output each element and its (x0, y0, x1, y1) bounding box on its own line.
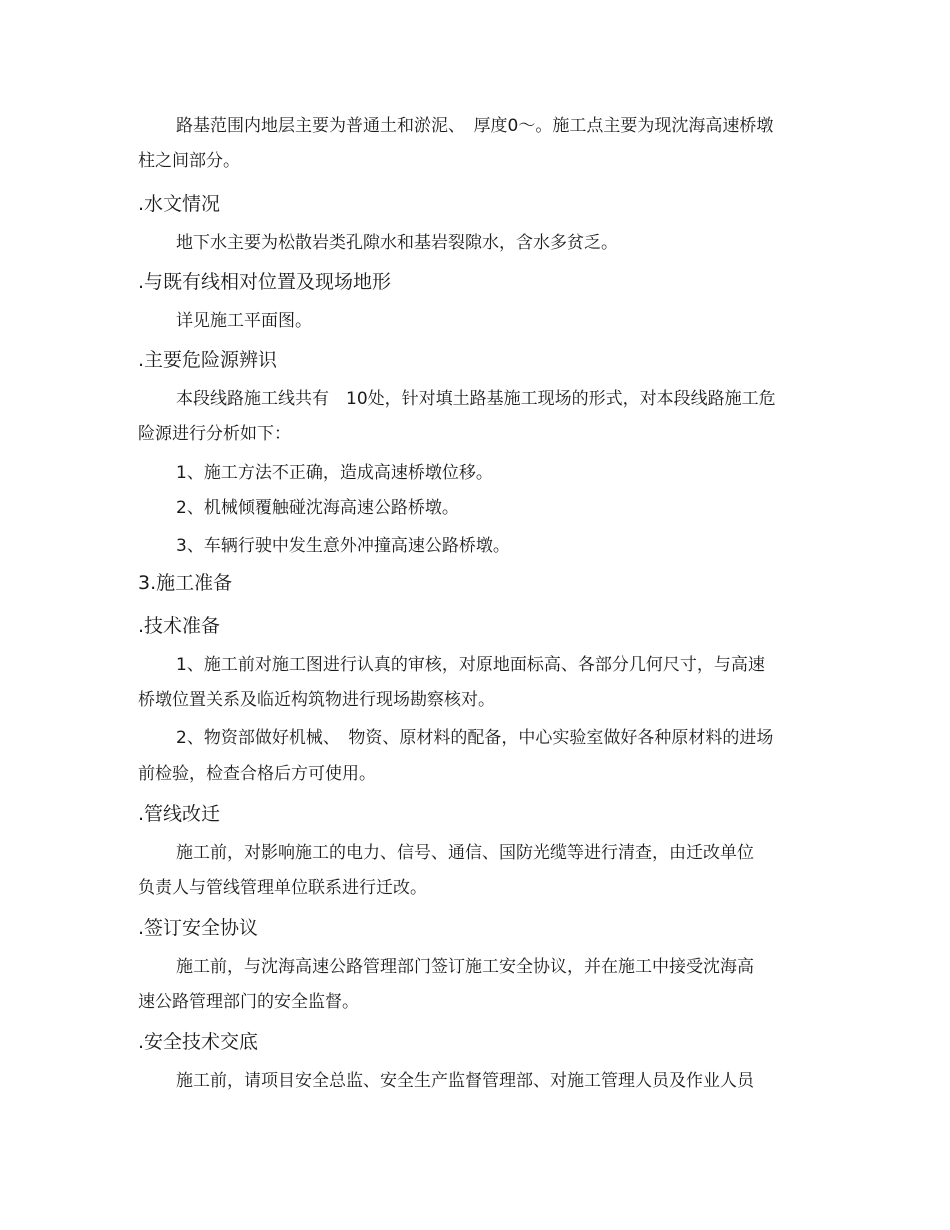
paragraph-hydrology: 地下水主要为松散岩类孔隙水和基岩裂隙水，含水多贫乏。 (176, 233, 618, 253)
hazard-item-2: 2、机械倾覆触碰沈海高速公路桥墩。 (176, 498, 459, 518)
paragraph-agreement-line1: 施工前，与沈海高速公路管理部门签订施工安全协议，并在施工中接受沈海高 (176, 957, 754, 977)
paragraph-position-terrain: 详见施工平面图。 (176, 311, 312, 331)
paragraph-pipeline-line1: 施工前，对影响施工的电力、信号、通信、国防光缆等进行清查，由迁改单位 (176, 843, 754, 863)
tech-item-2-line1: 2、物资部做好机械、 物资、原材料的配备，中心实验室做好各种原材料的进场 (176, 728, 774, 748)
heading-hazard-identification: .主要危险源辨识 (138, 349, 278, 371)
tech-item-2-line2: 前检验，检查合格后方可使用。 (138, 764, 376, 784)
paragraph-pipeline-line2: 负责人与管线管理单位联系进行迁改。 (138, 878, 427, 898)
heading-construction-preparation: 3.施工准备 (138, 572, 233, 594)
paragraph-geology-line1: 路基范围内地层主要为普通土和淤泥、 厚度0～。施工点主要为现沈海高速桥墩 (176, 116, 774, 136)
hazard-item-1: 1、施工方法不正确，造成高速桥墩位移。 (176, 463, 493, 483)
heading-pipeline-relocation: .管线改迁 (138, 803, 221, 825)
paragraph-agreement-line2: 速公路管理部门的安全监督。 (138, 992, 359, 1012)
heading-hydrology: .水文情况 (138, 193, 221, 215)
paragraph-briefing-line1: 施工前，请项目安全总监、安全生产监督管理部、对施工管理人员及作业人员 (176, 1071, 754, 1091)
heading-position-terrain: .与既有线相对位置及现场地形 (138, 271, 392, 293)
paragraph-hazard-line2: 险源进行分析如下： (138, 424, 291, 444)
tech-item-1-line1: 1、施工前对施工图进行认真的审核，对原地面标高、各部分几何尺寸，与高速 (176, 655, 765, 675)
tech-item-1-line2: 桥墩位置关系及临近构筑物进行现场勘察核对。 (138, 690, 495, 710)
heading-technical-preparation: .技术准备 (138, 615, 221, 637)
hazard-item-3: 3、车辆行驶中发生意外冲撞高速公路桥墩。 (176, 536, 510, 556)
heading-safety-briefing: .安全技术交底 (138, 1031, 259, 1053)
paragraph-geology-line2: 柱之间部分。 (138, 151, 240, 171)
heading-safety-agreement: .签订安全协议 (138, 917, 259, 939)
paragraph-hazard-line1: 本段线路施工线共有 10处，针对填土路基施工现场的形式，对本段线路施工危 (176, 389, 776, 409)
